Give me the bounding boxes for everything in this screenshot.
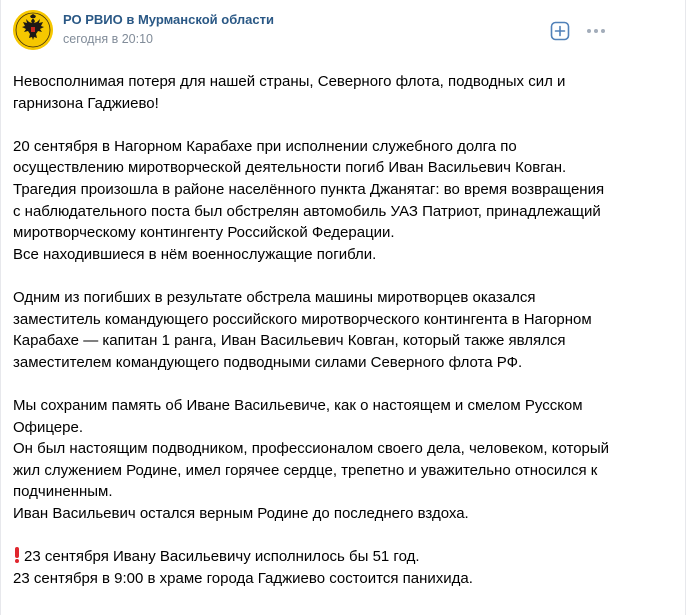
post-header <box>1 0 686 60</box>
red-exclamation-icon <box>13 547 21 563</box>
text-line-with-icon <box>13 546 663 568</box>
text-line: 23 сентября Ивану Васильевичу исполнилось бы 51 год. <box>24 548 420 566</box>
post-paragraph <box>13 71 663 114</box>
text-line: Трагедия произошла в районе населённого пункта Джанятаг: во время возвращения <box>13 180 605 198</box>
community-name-link[interactable]: РО РВИО в Мурманской области <box>63 12 274 27</box>
text-line: Он был настоящим подводником, профессионалом своего дела, человеком, который <box>13 440 610 458</box>
post-paragraph <box>13 136 663 266</box>
text-line: гарнизона Гаджиево! <box>13 94 159 112</box>
text-line: 20 сентября в Нагорном Карабахе при исполнении служебного долга по <box>13 137 517 155</box>
double-headed-eagle-emblem-icon <box>13 10 53 50</box>
text-line: 23 сентября в 9:00 в храме города Гаджиево состоится панихида. <box>13 569 473 587</box>
plus-square-icon <box>550 21 570 41</box>
post-paragraph <box>13 287 663 373</box>
text-line: Офицере. <box>13 418 84 436</box>
more-options-button[interactable] <box>584 20 608 42</box>
post-date-link[interactable]: сегодня в 20:10 <box>63 32 153 46</box>
community-avatar[interactable] <box>13 10 53 50</box>
text-line: осуществлению миротворческой деятельности погиб Иван Васильевич Ковган. <box>13 159 567 177</box>
text-line: Мы сохраним память об Иване Васильевиче, как о настоящем и смелом Русском <box>13 396 583 414</box>
post-text <box>13 71 663 611</box>
text-line: Невосполнимая потеря для нашей страны, Северного флота, подводных сил и <box>13 73 566 90</box>
text-line: заместителем командующего подводными силами Северного флота РФ. <box>13 353 523 371</box>
text-line: заместитель командующего российского миротворческого контингента в Нагорном <box>13 310 592 328</box>
text-line: подчиненным. <box>13 483 113 501</box>
text-line: Одним из погибших в результате обстрела машины миротворцев оказался <box>13 288 536 306</box>
post-paragraph <box>13 395 663 525</box>
more-dots-icon <box>584 20 608 42</box>
subscribe-button[interactable] <box>550 21 570 41</box>
post-paragraph <box>13 546 663 589</box>
text-line: миротворческому контингенту Российской Федерации. <box>13 224 395 242</box>
text-line: Карабахе — капитан 1 ранга, Иван Васильевич Ковган, который также являлся <box>13 332 566 350</box>
text-line: с наблюдательного поста был обстрелян автомобиль УАЗ Патриот, принадлежащий <box>13 202 601 220</box>
text-line: жил служением Родине, имел горячее сердце, трепетно и уважительно относился к <box>13 461 598 479</box>
text-line: Все находившиеся в нём военнослужащие погибли. <box>13 245 377 263</box>
text-line: Иван Васильевич остался верным Родине до последнего вздоха. <box>13 504 469 522</box>
